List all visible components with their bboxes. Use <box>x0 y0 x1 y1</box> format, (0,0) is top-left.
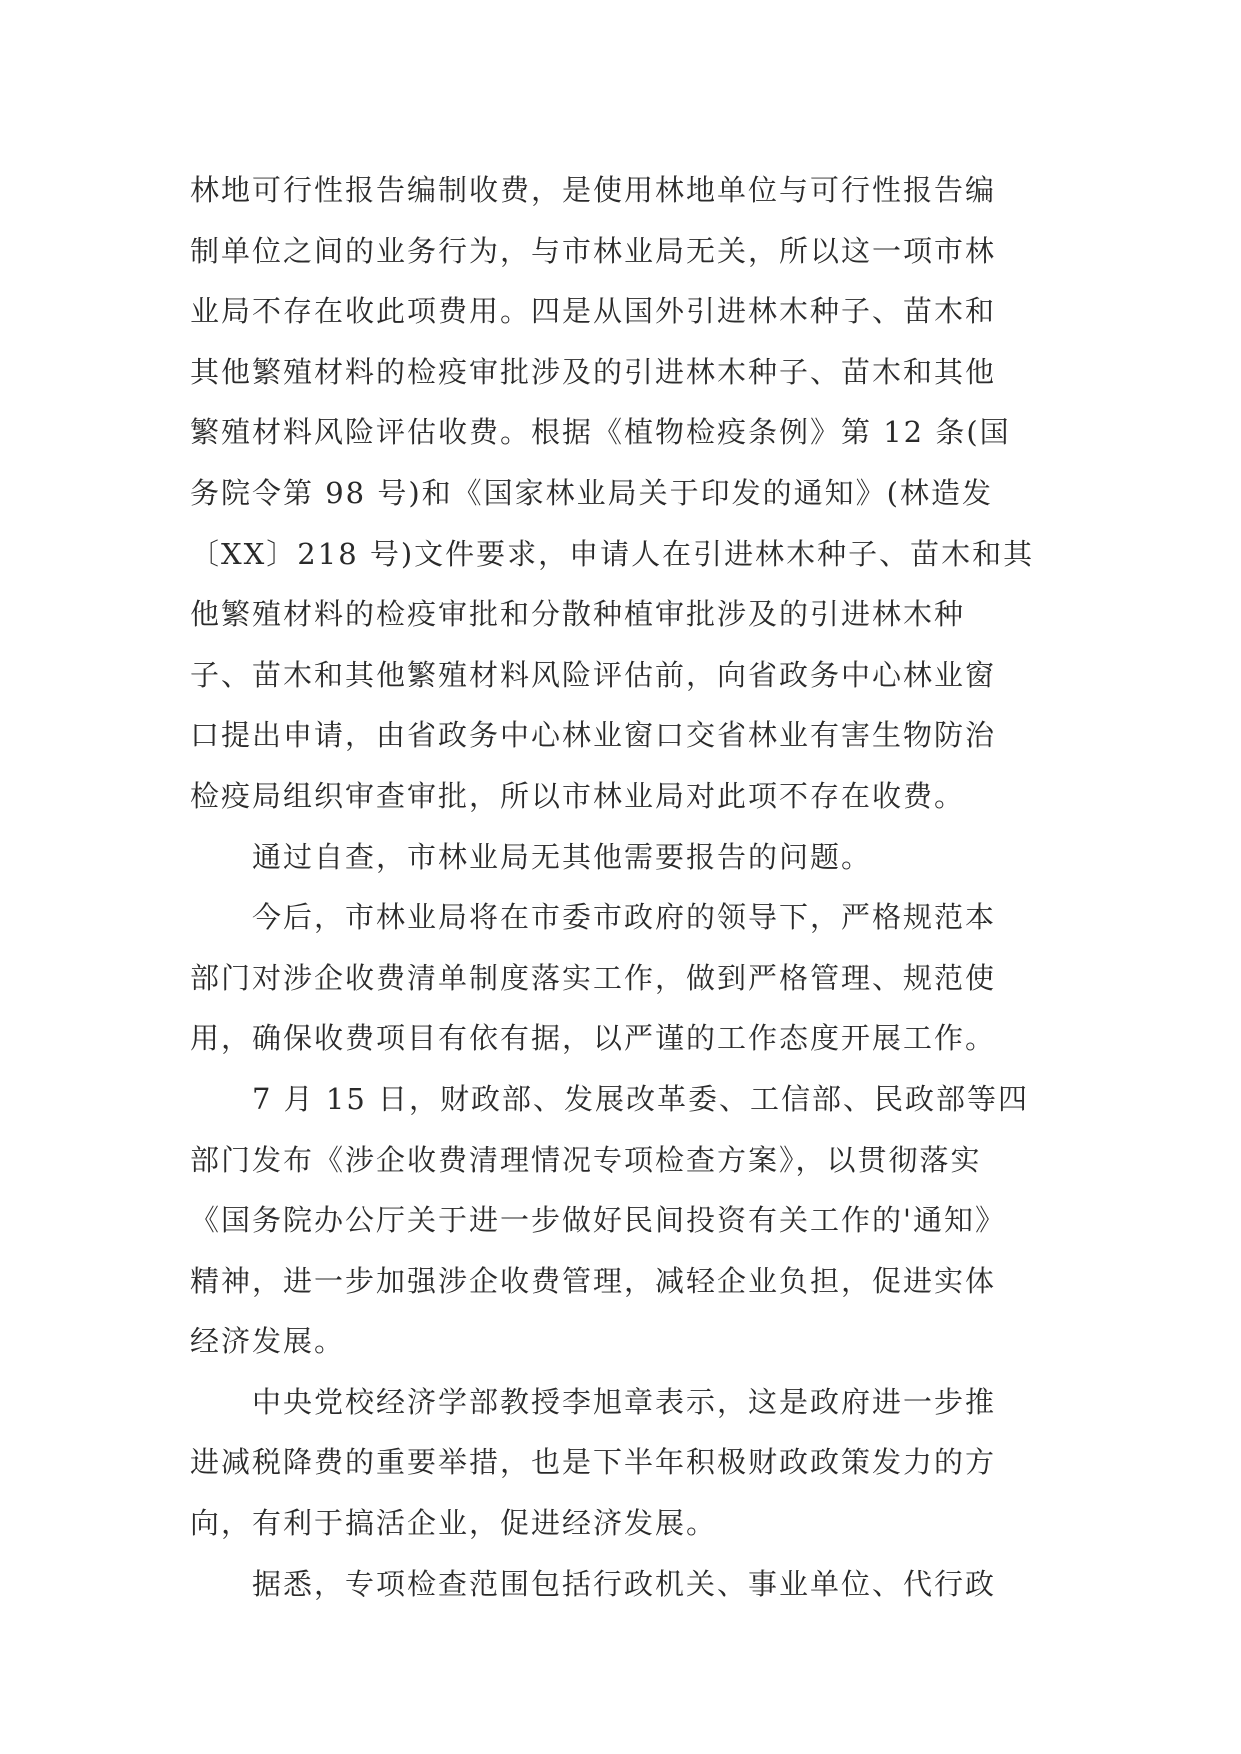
document-body <box>190 160 1052 1614</box>
text-line: 据悉，专项检查范围包括行政机关、事业单位、代行政 <box>252 1566 997 1601</box>
text-line: 精神，进一步加强涉企收费管理，减轻企业负担，促进实体 <box>190 1263 997 1298</box>
text-line: 林地可行性报告编制收费，是使用林地单位与可行性报告编 <box>190 173 997 207</box>
text-line: 7 月 15 日，财政部、发展改革委、工信部、民政部等四 <box>252 1081 1030 1116</box>
text-line: 子、苗木和其他繁殖材料风险评估前，向省政务中心林业窗 <box>190 657 997 692</box>
text-line: 向，有利于搞活企业，促进经济发展。 <box>190 1506 718 1541</box>
text-line: 业局不存在收此项费用。四是从国外引进林木种子、苗木和 <box>190 294 997 329</box>
text-line: 经济发展。 <box>190 1324 346 1359</box>
text-line: 今后，市林业局将在市委市政府的领导下，严格规范本 <box>252 900 997 935</box>
text-line: 检疫局组织审查审批，所以市林业局对此项不存在收费。 <box>190 778 966 813</box>
text-line: 制单位之间的业务行为，与市林业局无关，所以这一项市林 <box>190 233 997 268</box>
text-line: 用，确保收费项目有依有据，以严谨的工作态度开展工作。 <box>190 1021 997 1056</box>
text-line: 繁殖材料风险评估收费。根据《植物检疫条例》第 12 条(国 <box>190 415 1011 450</box>
text-line: 部门发布《涉企收费清理情况专项检查方案》，以贯彻落实 <box>190 1142 982 1177</box>
text-line: 〔XX〕218 号)文件要求，申请人在引进林木种子、苗木和其 <box>190 536 1035 571</box>
text-line: 进减税降费的重要举措，也是下半年积极财政政策发力的方 <box>190 1445 997 1480</box>
text-line: 口提出申请，由省政务中心林业窗口交省林业有害生物防治 <box>190 718 997 753</box>
text-line: 他繁殖材料的检疫审批和分散种植审批涉及的引进林木种 <box>190 597 966 632</box>
text-line: 通过自查，市林业局无其他需要报告的问题。 <box>252 839 873 874</box>
text-line: 其他繁殖材料的检疫审批涉及的引进林木种子、苗木和其他 <box>190 354 997 389</box>
text-line: 《国务院办公厅关于进一步做好民间投资有关工作的'通知》 <box>190 1203 1006 1238</box>
text-line: 务院令第 98 号)和《国家林业局关于印发的通知》(林造发 <box>190 475 993 510</box>
text-line: 部门对涉企收费清单制度落实工作，做到严格管理、规范使 <box>190 960 997 995</box>
text-line: 中央党校经济学部教授李旭章表示，这是政府进一步推 <box>252 1384 997 1419</box>
